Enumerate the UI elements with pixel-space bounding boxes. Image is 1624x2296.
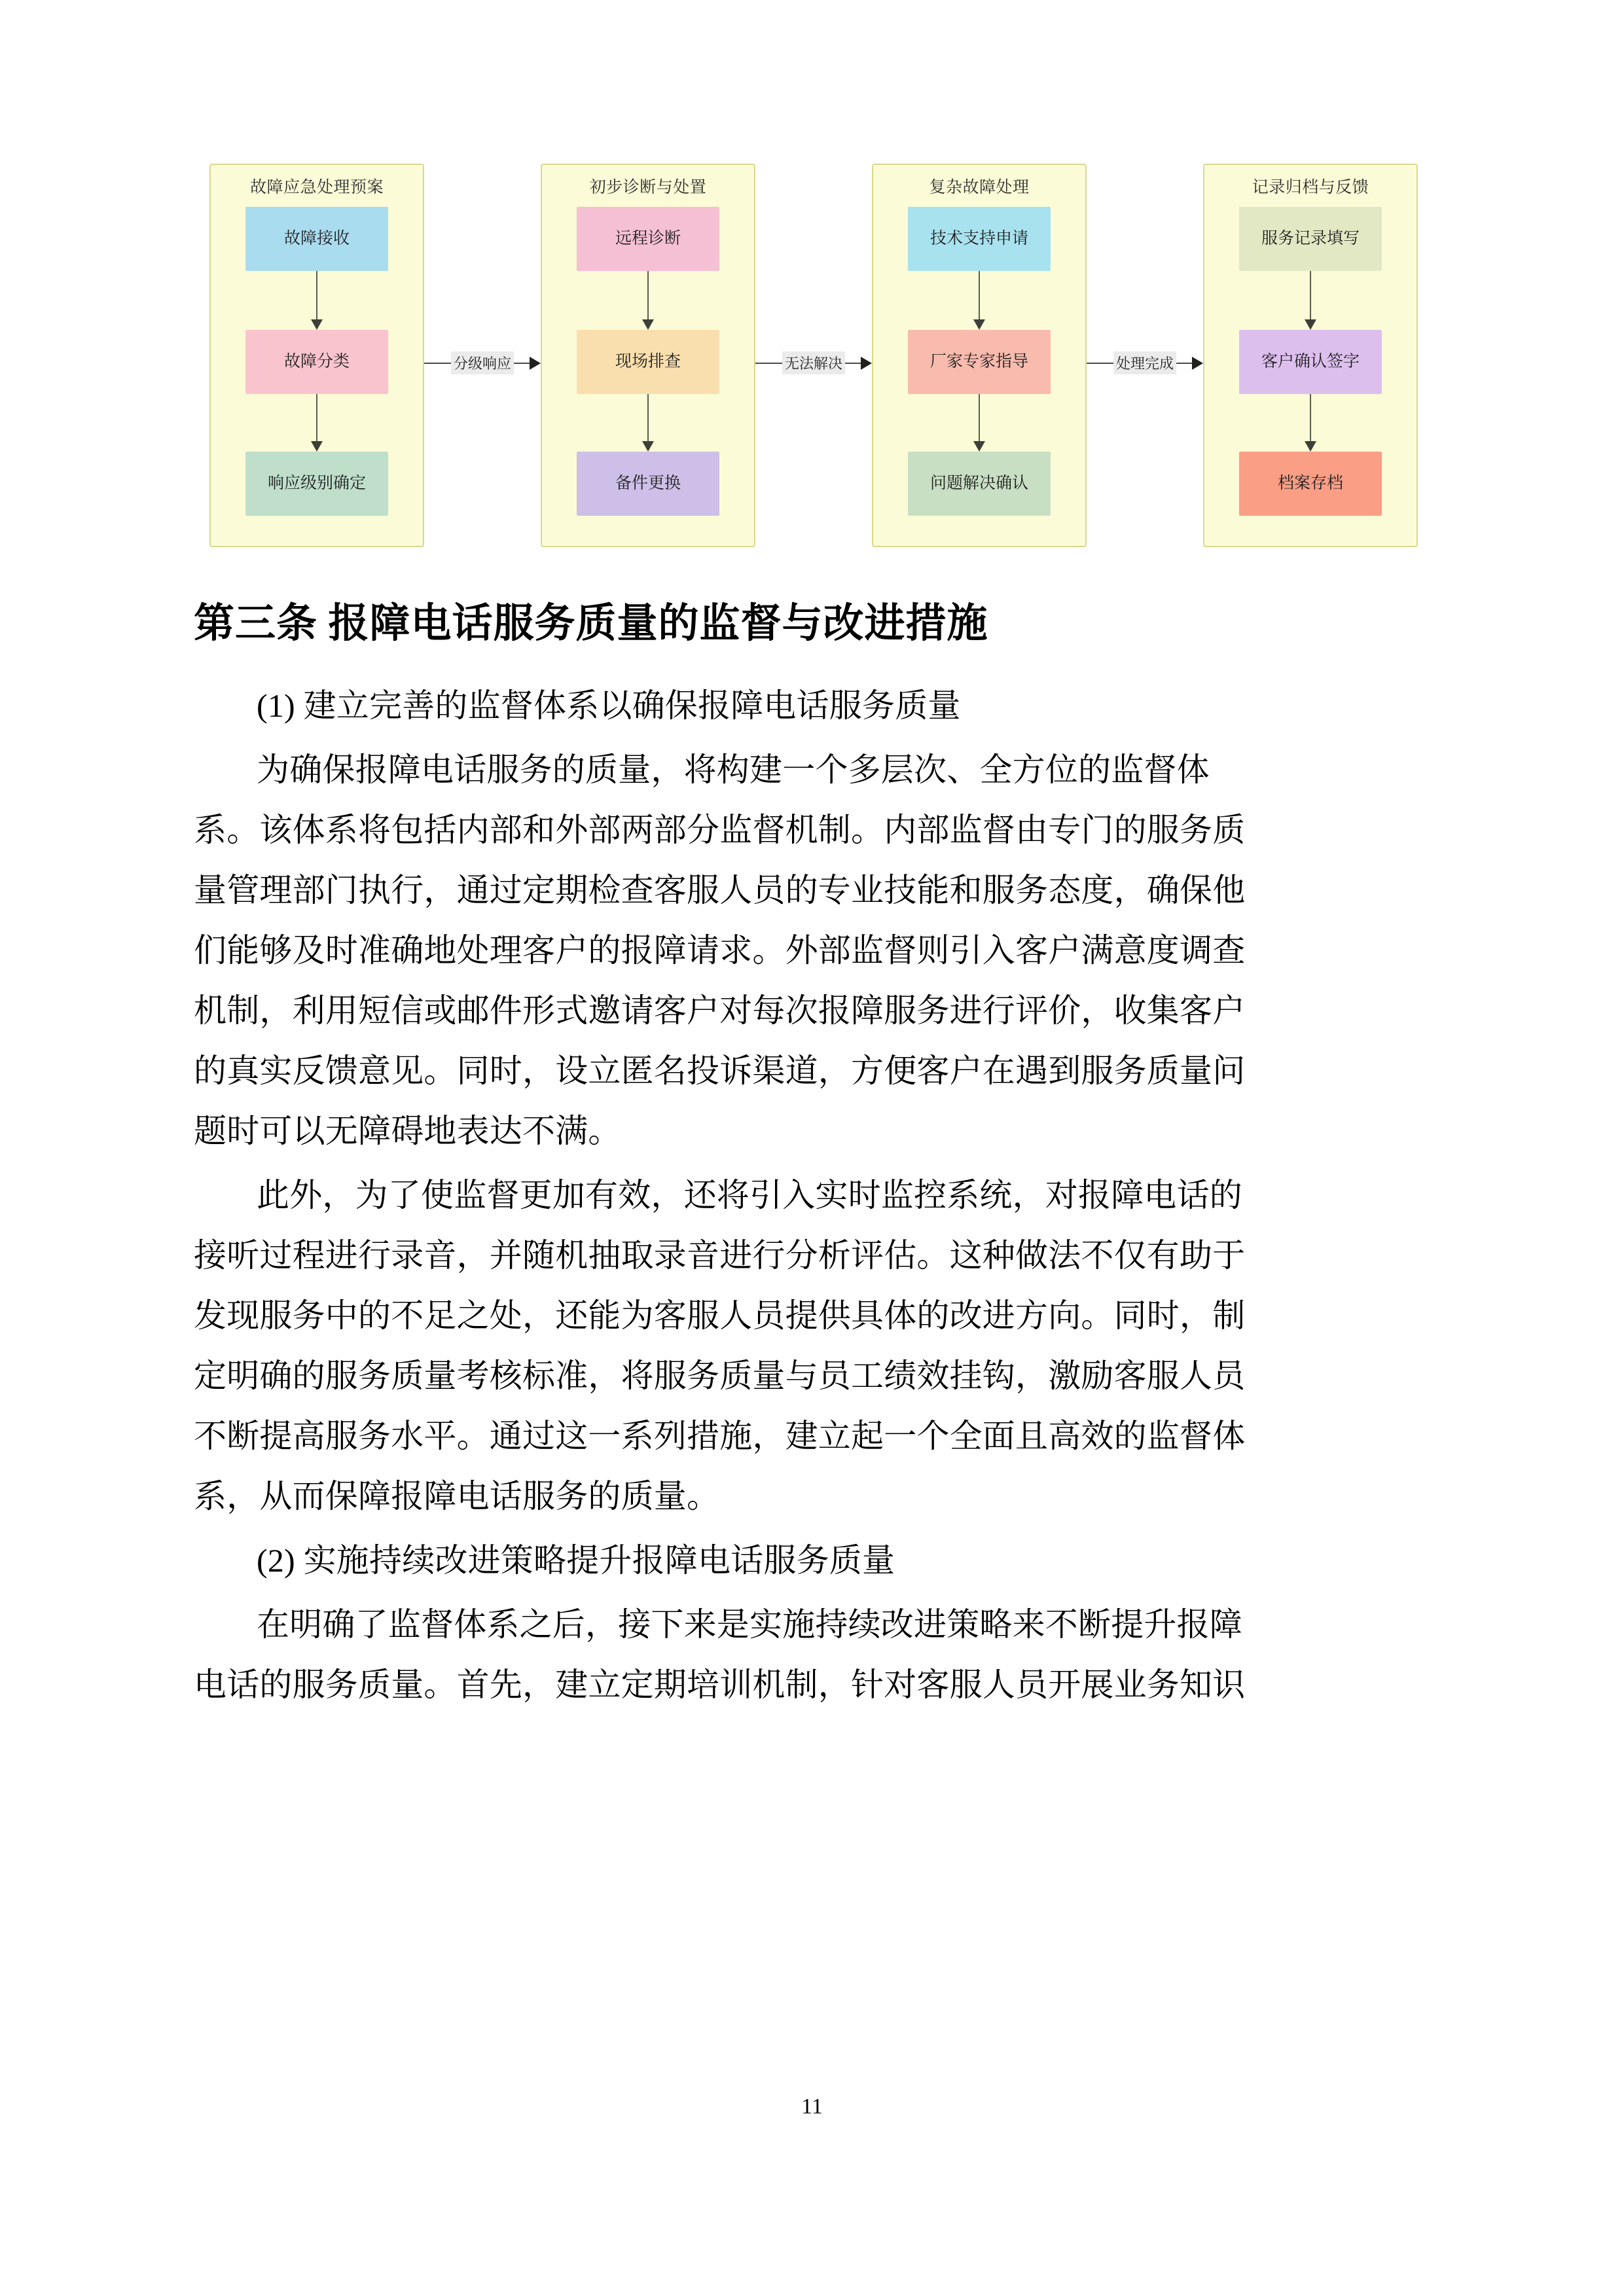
arrowhead-down-icon (642, 319, 654, 330)
arrowhead-right-icon (530, 357, 541, 370)
paragraph-line: 题时可以无障碍地表达不满。 (194, 1113, 621, 1149)
arrowhead-down-icon (973, 319, 985, 330)
cluster-1 (209, 164, 424, 547)
cluster-title: 记录归档与反馈 (1252, 178, 1369, 196)
arrowhead-down-icon (1305, 319, 1316, 330)
flow-arrow-vertical (647, 394, 649, 444)
paragraph-line: 量管理部门执行，通过定期检查客服人员的专业技能和服务态度，确保他 (194, 872, 1246, 908)
flow-node: 备件更换 (577, 452, 719, 516)
cluster-title: 故障应急处理预案 (249, 178, 384, 196)
flow-arrow-vertical (647, 271, 649, 322)
process-flow-diagram (194, 154, 1402, 559)
paragraph-line: 的真实反馈意见。同时，设立匿名投诉渠道，方便客户在遇到服务质量问 (194, 1052, 1246, 1089)
cluster-2 (541, 164, 755, 547)
flow-link (1087, 350, 1203, 376)
section-heading: 第三条 报障电话服务质量的监督与改进措施 (194, 601, 988, 646)
flow-link-label: 处理完成 (1113, 351, 1176, 374)
paragraph-line: 发现服务中的不足之处，还能为客服人员提供具体的改进方向。同时，制 (194, 1297, 1246, 1334)
arrowhead-down-icon (311, 319, 323, 330)
flow-arrow-vertical (1310, 271, 1311, 322)
paragraph-line: 们能够及时准确地处理客户的报障请求。外部监督则引入客户满意度调查 (194, 932, 1246, 969)
flow-node: 远程诊断 (577, 207, 719, 271)
paragraph-line: 接听过程进行录音，并随机抽取录音进行分析评估。这种做法不仅有助于 (194, 1237, 1246, 1274)
flow-node: 故障分类 (245, 330, 388, 394)
list-item-line: (1) 建立完善的监督体系以确保报障电话服务质量 (257, 687, 961, 724)
arrowhead-down-icon (642, 441, 654, 452)
paragraph-line: 定明确的服务质量考核标准，将服务质量与员工绩效挂钩，激励客服人员 (194, 1357, 1246, 1394)
flow-node: 现场排查 (577, 330, 719, 394)
flow-node: 技术支持申请 (908, 207, 1051, 271)
flow-arrow-vertical (979, 271, 980, 322)
paragraph-line: 系。该体系将包括内部和外部两部分监督机制。内部监督由专门的服务质 (194, 812, 1246, 848)
paragraph-line: 机制，利用短信或邮件形式邀请客户对每次报障服务进行评价，收集客户 (194, 992, 1246, 1029)
page-number: 11 (801, 2094, 823, 2119)
flow-node: 问题解决确认 (908, 452, 1051, 516)
flow-arrow-vertical (316, 394, 317, 444)
flow-node: 响应级别确定 (245, 452, 388, 516)
flow-link (424, 350, 541, 376)
flow-arrow-vertical (1310, 394, 1311, 444)
paragraph-line: 不断提高服务水平。通过这一系列措施，建立起一个全面且高效的监督体 (194, 1418, 1246, 1454)
flow-link-label: 分级响应 (451, 351, 514, 374)
flow-node: 厂家专家指导 (908, 330, 1051, 394)
diagram-clusters (194, 154, 1402, 559)
paragraph-line: 在明确了监督体系之后，接下来是实施持续改进策略来不断提升报障 (257, 1606, 1242, 1643)
arrowhead-down-icon (973, 441, 985, 452)
cluster-title: 复杂故障处理 (929, 178, 1030, 196)
cluster-title: 初步诊断与处置 (589, 178, 707, 196)
flow-node: 故障接收 (245, 207, 388, 271)
paragraph-line: 此外，为了使监督更加有效，还将引入实时监控系统，对报障电话的 (257, 1177, 1242, 1213)
arrowhead-right-icon (1192, 357, 1203, 370)
paragraph-line: 系，从而保障报障电话服务的质量。 (194, 1478, 720, 1515)
arrowhead-down-icon (311, 441, 323, 452)
cluster-3 (872, 164, 1087, 547)
arrowhead-right-icon (861, 357, 872, 370)
flow-arrow-vertical (316, 271, 317, 322)
flow-arrow-vertical (979, 394, 980, 444)
flow-node: 客户确认签字 (1239, 330, 1382, 394)
cluster-4 (1203, 164, 1418, 547)
flow-link-label: 无法解决 (782, 351, 845, 374)
flow-node: 档案存档 (1239, 452, 1382, 516)
paragraph-line: 电话的服务质量。首先，建立定期培训机制，针对客服人员开展业务知识 (194, 1666, 1246, 1703)
flow-node: 服务记录填写 (1239, 207, 1382, 271)
arrowhead-down-icon (1305, 441, 1316, 452)
list-item-line: (2) 实施持续改进策略提升报障电话服务质量 (257, 1542, 895, 1579)
flow-link (755, 350, 872, 376)
paragraph-line: 为确保报障电话服务的质量，将构建一个多层次、全方位的监督体 (257, 751, 1210, 788)
